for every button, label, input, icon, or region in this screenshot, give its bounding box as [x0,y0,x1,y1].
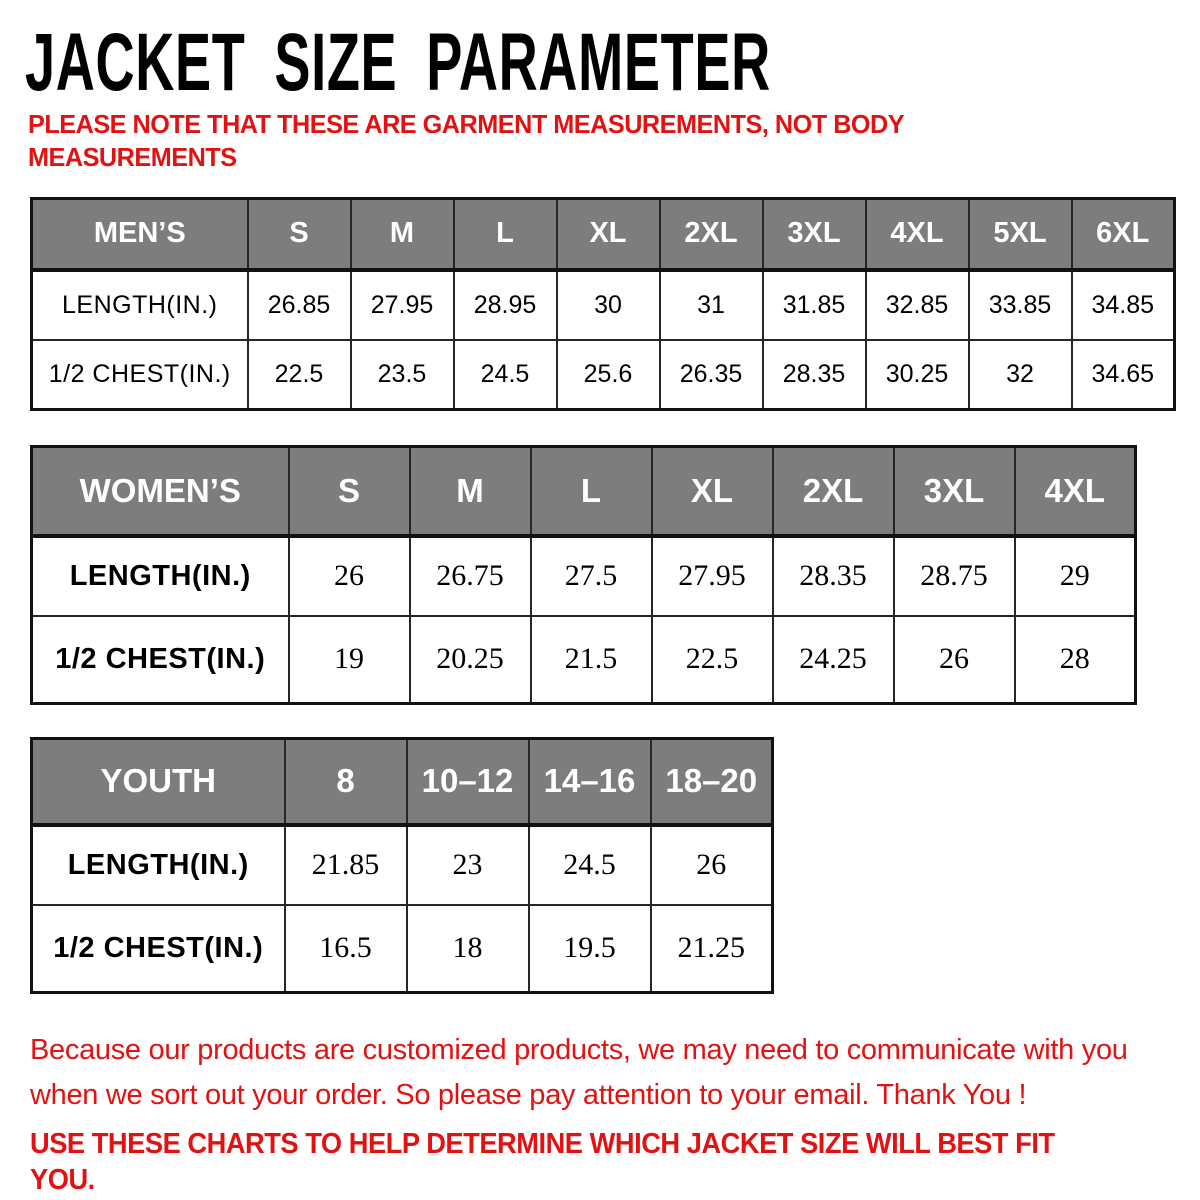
mens-group-label: MEN’S [32,199,248,270]
womens-value-cell: 20.25 [410,616,531,704]
mens-value-cell: 24.5 [454,340,557,410]
youth-value-cell: 26 [651,825,773,905]
youth-header-row [32,739,773,825]
womens-value-cell: 19 [289,616,410,704]
mens-value-cell: 30 [557,270,660,340]
youth-table-grid [30,737,774,994]
mens-size-header: 4XL [866,199,969,270]
youth-group-label: YOUTH [32,739,285,825]
mens-value-cell: 26.85 [248,270,351,340]
mens-row-label: LENGTH(IN.) [32,270,248,340]
womens-size-header: 3XL [894,447,1015,536]
womens-value-cell: 27.5 [531,536,652,616]
womens-size-header: XL [652,447,773,536]
mens-measurement-row [32,270,1175,340]
mens-size-header: L [454,199,557,270]
mens-size-header: 2XL [660,199,763,270]
mens-measurement-row [32,340,1175,410]
youth-size-table [30,737,774,994]
youth-value-cell: 21.85 [285,825,407,905]
womens-value-cell: 27.95 [652,536,773,616]
mens-size-header: 5XL [969,199,1072,270]
mens-size-header: S [248,199,351,270]
youth-value-cell: 19.5 [529,905,651,993]
womens-table-grid [30,445,1137,705]
mens-size-header: 6XL [1072,199,1175,270]
womens-row-label: 1/2 CHEST(IN.) [32,616,289,704]
mens-value-cell: 28.35 [763,340,866,410]
mens-header-row [32,199,1175,270]
mens-size-header: M [351,199,454,270]
youth-value-cell: 23 [407,825,529,905]
womens-value-cell: 29 [1015,536,1136,616]
youth-row-label: 1/2 CHEST(IN.) [32,905,285,993]
youth-size-header: 10–12 [407,739,529,825]
womens-size-header: 2XL [773,447,894,536]
mens-table-grid [30,197,1176,411]
womens-measurement-row [32,536,1136,616]
womens-value-cell: 24.25 [773,616,894,704]
womens-value-cell: 28.75 [894,536,1015,616]
youth-size-header: 18–20 [651,739,773,825]
womens-value-cell: 26 [289,536,410,616]
womens-size-header: L [531,447,652,536]
youth-value-cell: 21.25 [651,905,773,993]
youth-measurement-row [32,905,773,993]
womens-value-cell: 28 [1015,616,1136,704]
womens-value-cell: 26 [894,616,1015,704]
page-title: JACKET SIZE PARAMETER [25,17,771,108]
mens-value-cell: 23.5 [351,340,454,410]
mens-row-label: 1/2 CHEST(IN.) [32,340,248,410]
mens-size-table [30,197,1176,411]
mens-size-header: XL [557,199,660,270]
womens-value-cell: 26.75 [410,536,531,616]
womens-measurement-row [32,616,1136,704]
mens-value-cell: 34.65 [1072,340,1175,410]
mens-value-cell: 30.25 [866,340,969,410]
mens-value-cell: 34.85 [1072,270,1175,340]
womens-size-header: S [289,447,410,536]
youth-measurement-row [32,825,773,905]
usage-instruction: USE THESE CHARTS TO HELP DETERMINE WHICH JACKET SIZE WILL BEST FIT YOU. [30,1128,1055,1196]
womens-value-cell: 28.35 [773,536,894,616]
womens-header-row [32,447,1136,536]
mens-value-cell: 32 [969,340,1072,410]
mens-value-cell: 33.85 [969,270,1072,340]
mens-value-cell: 27.95 [351,270,454,340]
womens-size-table [30,445,1137,705]
mens-value-cell: 22.5 [248,340,351,410]
youth-size-header: 8 [285,739,407,825]
mens-value-cell: 26.35 [660,340,763,410]
mens-value-cell: 31.85 [763,270,866,340]
mens-value-cell: 31 [660,270,763,340]
youth-value-cell: 18 [407,905,529,993]
womens-row-label: LENGTH(IN.) [32,536,289,616]
mens-value-cell: 28.95 [454,270,557,340]
customization-notice: Because our products are customized products, we may need to communicate with you when we sort out your order. So please pay attention to your email. Thank You ! [30,1034,1128,1111]
youth-size-header: 14–16 [529,739,651,825]
mens-value-cell: 32.85 [866,270,969,340]
youth-value-cell: 16.5 [285,905,407,993]
youth-row-label: LENGTH(IN.) [32,825,285,905]
garment-measurement-note: PLEASE NOTE THAT THESE ARE GARMENT MEASUREMENTS, NOT BODY MEASUREMENTS [28,109,904,172]
womens-group-label: WOMEN’S [32,447,289,536]
womens-size-header: 4XL [1015,447,1136,536]
womens-value-cell: 22.5 [652,616,773,704]
womens-value-cell: 21.5 [531,616,652,704]
mens-size-header: 3XL [763,199,866,270]
womens-size-header: M [410,447,531,536]
youth-value-cell: 24.5 [529,825,651,905]
mens-value-cell: 25.6 [557,340,660,410]
